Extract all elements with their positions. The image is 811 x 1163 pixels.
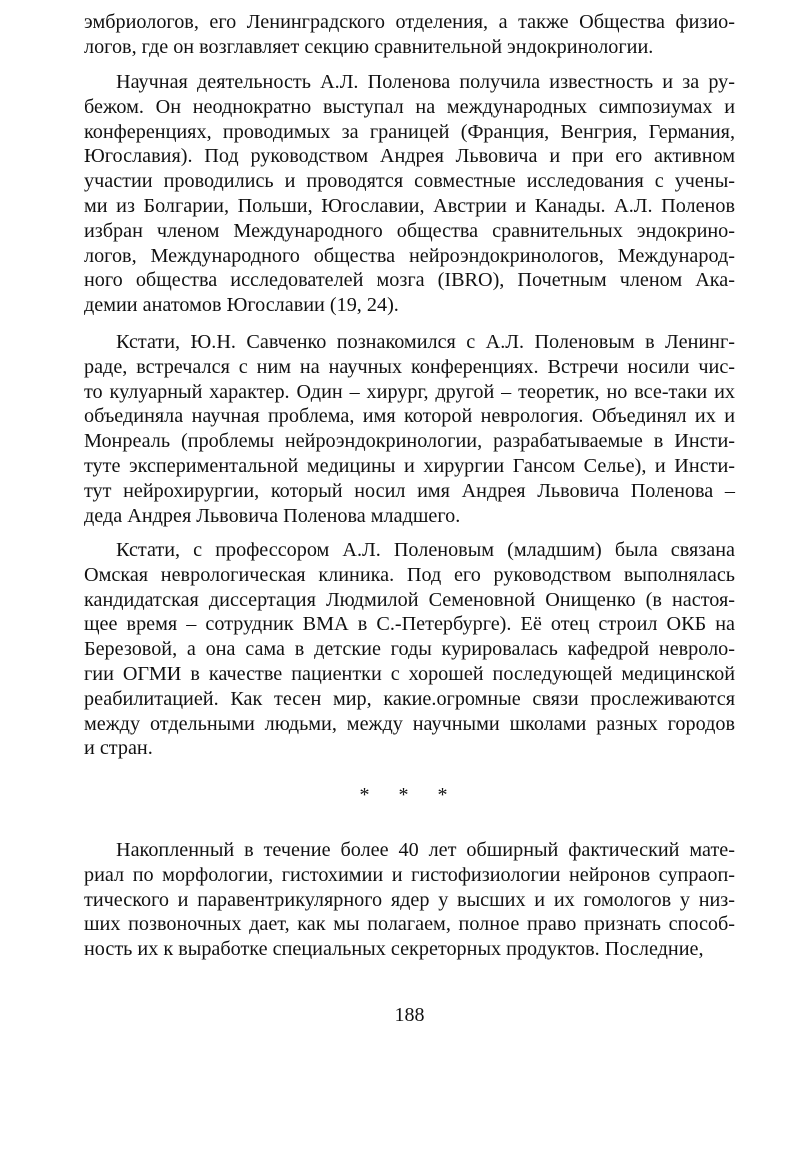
page-number: 188 (394, 1004, 425, 1026)
text-line: объединяла научная проблема, имя которой неврология. Объединял их и (84, 405, 735, 428)
text-line: Кстати, с профессором А.Л. Поленовым (младшим) была связана (116, 539, 735, 561)
text-line: реабилитацией. Как тесен мир, какие.огромные связи прослеживаются (84, 687, 735, 710)
text-line: Монреаль (проблемы нейроэндокринологии, разрабатываемые в Инсти- (84, 430, 735, 453)
text-line: демии анатомов Югославии (19, 24). (84, 294, 399, 317)
text-line: участии проводились и проводятся совместные исследования с учены- (84, 170, 735, 193)
paragraph-1 (84, 70, 735, 318)
text-line: раде, встречался с ним на научных конференциях. Встречи носили чис- (84, 355, 735, 378)
text-line: тут нейрохирургии, который носил имя Андрея Львовича Поленова – (84, 479, 735, 502)
text-line: гии ОГМИ в качестве пациентки с хорошей последующей медицинской (84, 662, 735, 685)
text-line: логов, Международного общества нейроэндокринологов, Международ- (84, 244, 735, 267)
text-line: кандидатская диссертация Людмилой Семеновной Онищенко (в настоя- (84, 588, 735, 611)
paragraph-3 (84, 538, 735, 761)
text-line: ших позвоночных дает, как мы полагаем, полное право признать способ- (84, 913, 735, 936)
paragraph-4 (84, 838, 735, 962)
text-line: и стран. (84, 737, 153, 760)
text-line: ность их к выработке специальных секреторных продуктов. Последние, (84, 938, 704, 961)
text-line: Омская неврологическая клиника. Под его руководством выполнялась (84, 563, 735, 586)
text-line: Кстати, Ю.Н. Савченко познакомился с А.Л. Поленовым в Ленинг- (116, 331, 735, 353)
text-line: Березовой, а она сама в детские годы курировалась кафедрой невроло- (84, 638, 735, 661)
text-line: конференциях, проводимых за границей (Франция, Венгрия, Германия, (84, 120, 735, 143)
paragraph-2 (84, 330, 735, 528)
text-line: ного общества исследователей мозга (IBRO), Почетным членом Ака- (84, 269, 735, 292)
text-line: риал по морфологии, гистохимии и гистофизиологии нейронов супраоп- (84, 863, 735, 886)
text-line: то кулуарный характер. Один – хирург, другой – теоретик, но все-таки их (84, 380, 735, 403)
text-line: логов, где он возглавляет секцию сравнительной эндокринологии. (84, 35, 654, 58)
text-line: Югославия). Под руководством Андрея Львовича и при его активном (84, 145, 735, 168)
text-line: избран членом Международного общества сравнительных эндокрино- (84, 219, 735, 242)
text-line: щее время – сотрудник ВМА в С.-Петербурге). Её отец строил ОКБ на (84, 613, 735, 636)
paragraph-0 (84, 10, 735, 60)
text-line: Научная деятельность А.Л. Поленова получила известность и за ру- (116, 71, 735, 93)
text-line: эмбриологов, его Ленинградского отделения, а также Общества физио- (84, 11, 735, 33)
text-line: тического и паравентрикулярного ядер у высших и их гомологов у низ- (84, 888, 735, 911)
section-separator: * * * (359, 784, 460, 806)
text-line: бежом. Он неоднократно выступал на международных симпозиумах и (84, 95, 735, 118)
text-line: Накопленный в течение более 40 лет обширный фактический мате- (116, 839, 735, 861)
text-line: туте экспериментальной медицины и хирургии Гансом Селье), и Инсти- (84, 454, 735, 477)
text-line: деда Андрея Львовича Поленова младшего. (84, 504, 461, 527)
text-line: ми из Болгарии, Польши, Югославии, Австрии и Канады. А.Л. Поленов (84, 194, 735, 217)
text-line: между отдельными людьми, между научными школами разных городов (84, 712, 735, 735)
